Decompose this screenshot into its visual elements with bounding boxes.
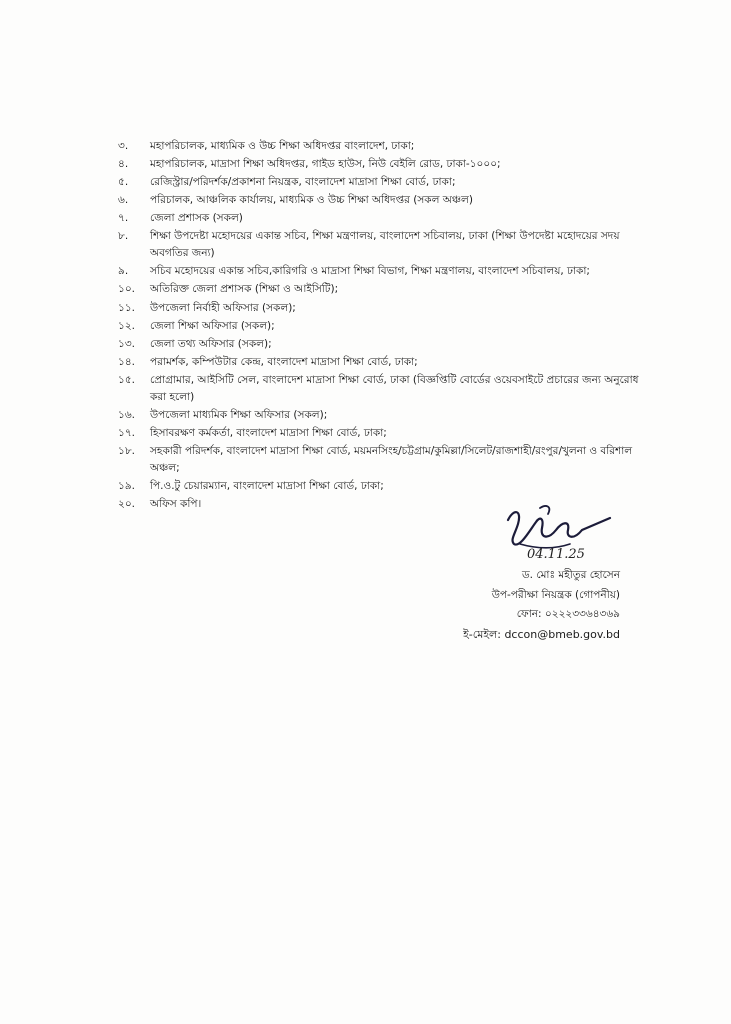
list-item bbox=[118, 478, 658, 495]
item-number: ৮. bbox=[118, 230, 129, 243]
item-number: ৯. bbox=[118, 265, 129, 278]
list-item bbox=[118, 192, 658, 209]
list-item bbox=[118, 407, 658, 424]
item-number: ১৯. bbox=[118, 479, 135, 492]
item-text: মহাপরিচালক, মাদ্রাসা শিক্ষা অধিদপ্তর, গাইড হাউস, নিউ বেইলি রোড, ঢাকা-১০০০; bbox=[150, 158, 501, 171]
item-text: মহাপরিচালক, মাধ্যমিক ও উচ্চ শিক্ষা অধিদপ্তর বাংলাদেশ, ঢাকা; bbox=[150, 140, 415, 152]
item-text: অফিস কপি। bbox=[150, 497, 202, 510]
list-item bbox=[118, 210, 658, 227]
item-text: উপজেলা নির্বাহী অফিসার (সকল); bbox=[150, 301, 296, 314]
item-number: ১০. bbox=[118, 283, 135, 296]
item-text: শিক্ষা উপদেষ্টা মহোদয়ের একান্ত সচিব, শিক্ষা মন্ত্রণালয়, বাংলাদেশ সচিবালয়, ঢাকা (শিক্ষা উপদেষ্টা মহোদয়ের সদয় অবগতির জন্য) bbox=[150, 230, 620, 260]
item-number: ১২. bbox=[118, 319, 135, 332]
list-item bbox=[118, 372, 658, 406]
list-item bbox=[118, 443, 658, 477]
list-item bbox=[118, 138, 658, 155]
item-text: হিসাবরক্ষণ কর্মকর্তা, বাংলাদেশ মাদ্রাসা শিক্ষা বোর্ড, ঢাকা; bbox=[150, 426, 387, 439]
recipient-list bbox=[118, 138, 658, 514]
item-text: জেলা শিক্ষা অফিসার (সকল); bbox=[150, 319, 275, 332]
signatory-phone: ফোন: ০২২২৩৩৬৪৩৬৯ bbox=[516, 608, 620, 620]
item-text: সচিব মহোদয়ের একান্ত সচিব,কারিগরি ও মাদ্রাসা শিক্ষা বিভাগ, শিক্ষা মন্ত্রণালয়, বাংলাদেশ সচিবালয়, ঢাকা; bbox=[150, 265, 590, 278]
list-item bbox=[118, 174, 658, 191]
list-item bbox=[118, 156, 658, 173]
item-number: ৫. bbox=[118, 176, 129, 189]
item-text: রেজিস্ট্রার/পরিদর্শক/প্রকাশনা নিয়ন্ত্রক, বাংলাদেশ মাদ্রাসা শিক্ষা বোর্ড, ঢাকা; bbox=[150, 176, 456, 189]
item-number: ৪. bbox=[118, 158, 129, 171]
item-text: পরামর্শক, কম্পিউটার কেন্দ্র, বাংলাদেশ মাদ্রাসা শিক্ষা বোর্ড, ঢাকা; bbox=[150, 355, 418, 368]
item-number: ১৭. bbox=[118, 426, 135, 439]
item-text: উপজেলা মাধ্যমিক শিক্ষা অফিসার (সকল); bbox=[150, 408, 328, 421]
list-item bbox=[118, 300, 658, 317]
signatory-name: ড. মোঃ মহীতুর হোসেন bbox=[521, 569, 620, 581]
item-text: প্রোগ্রামার, আইসিটি সেল, বাংলাদেশ মাদ্রাসা শিক্ষা বোর্ড, ঢাকা (বিজ্ঞপ্তিটি বোর্ডের ওয়েবসাইটে প্রচারের জন্য অনুরোধ করা হলো) bbox=[150, 373, 639, 403]
item-number: ১৫. bbox=[118, 373, 135, 386]
list-item bbox=[118, 336, 658, 353]
list-item bbox=[118, 228, 658, 262]
item-number: ৭. bbox=[118, 212, 129, 225]
list-item bbox=[118, 354, 658, 371]
item-text: সহকারী পরিদর্শক, বাংলাদেশ মাদ্রাসা শিক্ষা বোর্ড, ময়মনসিংহ/চট্টগ্রাম/কুমিল্লা/সিলেট/রাজশাহী/রংপুর/খুলনা ও বরিশাল অঞ্চল; bbox=[150, 445, 633, 474]
signatory-details bbox=[440, 566, 620, 644]
item-number: ১৪. bbox=[118, 355, 135, 368]
item-text: জেলা প্রশাসক (সকল) bbox=[150, 212, 243, 225]
item-number: ১৬. bbox=[118, 408, 135, 421]
signature-block bbox=[440, 500, 640, 650]
item-text: জেলা তথ্য অফিসার (সকল); bbox=[150, 337, 272, 350]
item-text: পি.ও.টু চেয়ারম্যান, বাংলাদেশ মাদ্রাসা শিক্ষা বোর্ড, ঢাকা; bbox=[150, 479, 384, 492]
item-number: ১৮. bbox=[118, 445, 135, 457]
item-number: ১১. bbox=[118, 301, 135, 314]
item-number: ২০. bbox=[118, 497, 135, 510]
signature-date: 04.11.25 bbox=[527, 547, 585, 562]
signatory-email: ই-মেইল: dccon@bmeb.gov.bd bbox=[463, 627, 620, 641]
list-item bbox=[118, 425, 658, 442]
list-item bbox=[118, 263, 658, 280]
item-text: পরিচালক, আঞ্চলিক কার্যালয়, মাধ্যমিক ও উচ্চ শিক্ষা অধিদপ্তর (সকল অঞ্চল) bbox=[150, 194, 473, 207]
signatory-designation: উপ-পরীক্ষা নিয়ন্ত্রক (গোপনীয়) bbox=[491, 588, 620, 601]
list-item bbox=[118, 281, 658, 298]
item-number: ১৩. bbox=[118, 337, 135, 350]
item-number: ৩. bbox=[118, 140, 129, 152]
list-item bbox=[118, 318, 658, 335]
item-text: অতিরিক্ত জেলা প্রশাসক (শিক্ষা ও আইসিটি); bbox=[150, 283, 339, 296]
item-number: ৬. bbox=[118, 194, 129, 207]
